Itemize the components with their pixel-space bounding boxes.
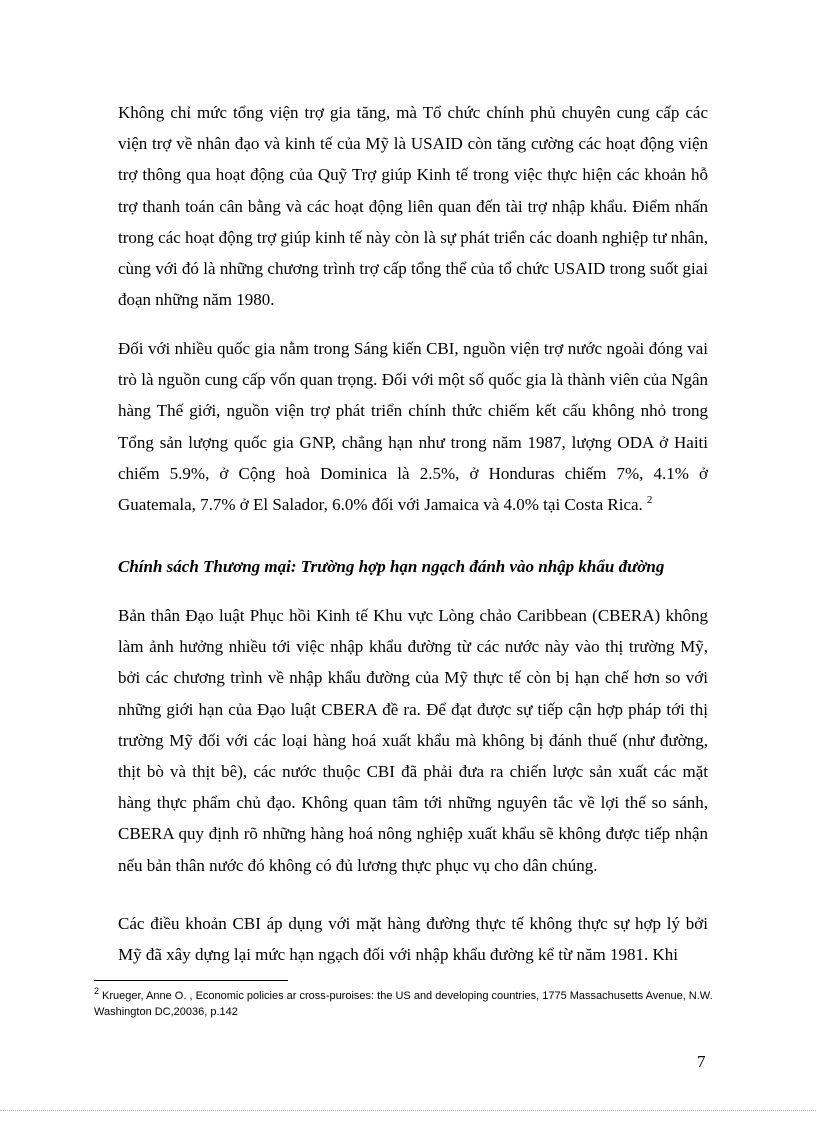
- section-heading: Chính sách Thương mại: Trường hợp hạn ngạch đánh vào nhập khẩu đường: [118, 557, 665, 576]
- footnote: [94, 988, 714, 1020]
- footnote-separator: [94, 980, 288, 981]
- paragraph-text: Không chỉ mức tổng viện trợ gia tăng, mà Tổ chức chính phủ chuyên cung cấp các viện trợ về nhân đạo và kinh tế của Mỹ là USAID còn tăng cường các hoạt động viện trợ thông qua hoạt động của Quỹ Trợ giúp Kinh tế trong việc thực hiện các khoản hỗ trợ thanh toán cân bằng và các hoạt động liên quan đến tài trợ nhập khẩu. Điểm nhấn trong các hoạt động trợ giúp kinh tế này còn là sự phát triển các doanh nghiệp tư nhân, cùng với đó là những chương trình trợ cấp tổng thể của tổ chức USAID trong suốt giai đoạn những năm 1980.: [118, 103, 708, 310]
- paragraph-cbera: [118, 600, 708, 881]
- paragraph-text: Đối với nhiều quốc gia nằm trong Sáng kiến CBI, nguồn viện trợ nước ngoài đóng vai trò là nguồn cung cấp vốn quan trọng. Đối với một số quốc gia là thành viên của Ngân hàng Thế giới, nguồn viện trợ phát triển chính thức chiếm kết cấu không nhỏ trong Tổng sản lượng quốc gia GNP, chẳng hạn như trong năm 1987, lượng ODA ở Haiti chiếm 5.9%, ở Cộng hoà Dominica là 2.5%, ở Honduras chiếm 7%, 4.1% ở Guatemala, 7.7% ở El Salador, 6.0% đối với Jamaica và 4.0% tại Costa Rica.: [118, 339, 708, 515]
- footnote-marker: 2: [94, 986, 100, 997]
- paragraph-usaid-aid: [118, 97, 708, 315]
- paragraph-text: Các điều khoản CBI áp dụng với mặt hàng đường thực tế không thực sự hợp lý bởi Mỹ đã xây dựng lại mức hạn ngạch đối với nhập khẩu đường kể từ năm 1981. Khi: [118, 914, 708, 965]
- page-number: 7: [697, 1052, 706, 1071]
- footnote-reference[interactable]: 2: [646, 494, 653, 507]
- paragraph-cbi-foreign-aid: [118, 333, 708, 520]
- paragraph-sugar-quota: [118, 908, 708, 970]
- paragraph-text: Bản thân Đạo luật Phục hồi Kinh tế Khu vực Lòng chảo Caribbean (CBERA) không làm ảnh hưởng nhiều tới việc nhập khẩu đường từ các nước này vào thị trường Mỹ, bởi các chương trình về nhập khẩu đường của Mỹ thực tế còn bị hạn chế hơn so với những giới hạn của Đạo luật CBERA đề ra. Để đạt được sự tiếp cận hợp pháp tới thị trường Mỹ đối với các loại hàng hoá xuất khẩu mà không bị đánh thuế (như đường, thịt bò và thịt bê), các nước thuộc CBI đã phải đưa ra chiến lược sản xuất các mặt hàng thực phẩm chủ đạo. Không quan tâm tới những nguyên tắc về lợi thế so sánh, CBERA quy định rõ những hàng hoá nông nghiệp xuất khẩu sẽ không được tiếp nhận nếu bản thân nước đó không có đủ lương thực phục vụ cho dân chúng.: [118, 606, 708, 875]
- page-bottom-border: [0, 1110, 816, 1111]
- footnote-text: Krueger, Anne O. , Economic policies ar cross-puroises: the US and developing countries, 1775 Massachusetts Avenue, N.W. Washington DC,20036, p.142: [94, 990, 713, 1018]
